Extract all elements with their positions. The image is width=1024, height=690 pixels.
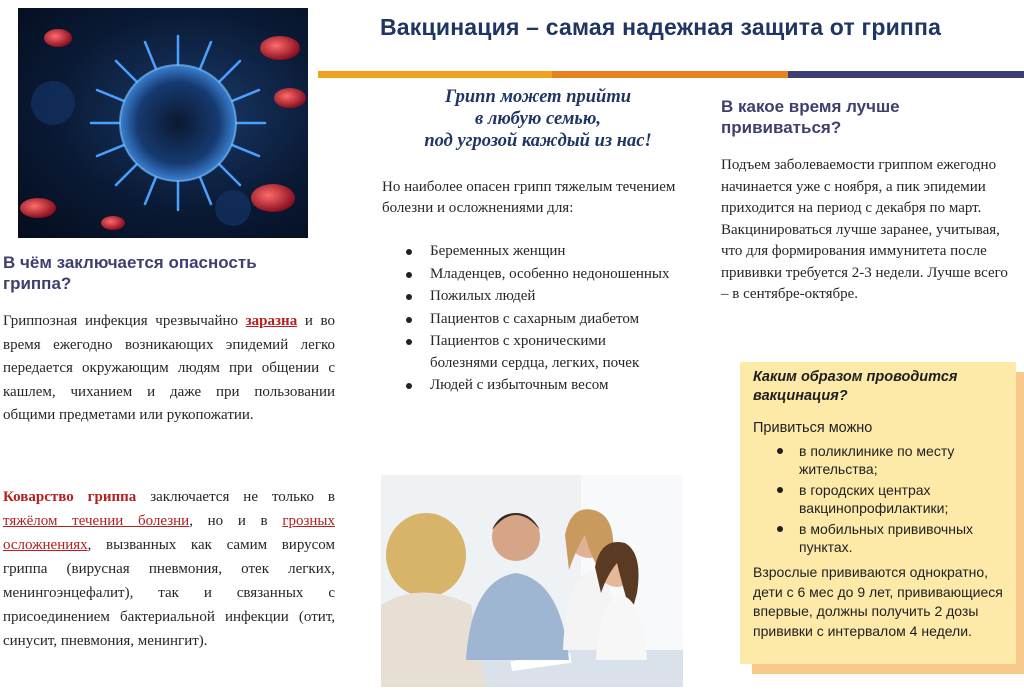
list-item: Пациентов с хроническими болезнями сердца, легких, почек	[404, 331, 674, 374]
highlight-complications: грозных осложнениях	[3, 513, 335, 553]
divider-segment-orange	[318, 71, 552, 78]
danger-paragraph-2	[3, 485, 335, 653]
virus-image	[18, 8, 308, 238]
highlight-severe-course: тяжёлом течении болезни	[3, 513, 190, 529]
timing-heading: В какое время лучше прививаться?	[721, 97, 900, 137]
title-divider-bar	[318, 71, 1024, 78]
risk-groups-list	[404, 241, 674, 398]
danger-paragraph-1	[3, 310, 335, 428]
note-paragraph: Взрослые прививаются однократно, дети с 6 мес до 9 лет, прививающиеся впервые, должны получить 2 дозы прививки с интервалом 4 недели.	[753, 564, 1003, 639]
list-item: Младенцев, особенно недоношенных	[404, 264, 674, 286]
heading-line: Грипп может прийти	[444, 87, 631, 107]
text-run: и во время ежегодно возникающих эпидемий легко передается окружающим людям при общении с кашлем, чиханием и даже при пользовании общими предметами или рукопожатии.	[3, 313, 335, 423]
timing-paragraph: Подъем заболеваемости гриппом ежегодно начинается уже с ноября, а пик эпидемии приходится на период с декабря по март. Вакцинироваться лучше заранее, учитывая, что для формирования иммунитета после прививки требуется 2-3 недели. Лучше всего – в сентябре-октябре.	[721, 157, 1008, 302]
text-run: , вызванных как самим вирусом гриппа (вирусная пневмония, отек легких, менингоэнцефалит), так и связанных с присоединением бактериальной инфекции (отит, синусит, пневмония, менингит).	[3, 537, 335, 649]
highlight-insidiousness: Коварство гриппа	[3, 489, 137, 505]
risk-groups-intro: Но наиболее опасен грипп тяжелым течением болезни и осложнениями для:	[382, 179, 676, 216]
highlight-contagious: заразна	[245, 313, 298, 329]
list-item: Пациентов с сахарным диабетом	[404, 309, 674, 331]
text-run: заключается не только в	[136, 489, 335, 505]
divider-segment-navy	[788, 71, 1024, 78]
vaccination-places-list	[775, 442, 1015, 559]
list-item: в мобильных прививочных пунктах.	[775, 520, 1015, 556]
page-title: Вакцинация – самая надежная защита от гриппа	[380, 14, 942, 40]
list-item: в поликлинике по месту жительства;	[775, 442, 1015, 478]
danger-heading: В чём заключается опасность гриппа?	[3, 253, 257, 293]
divider-segment-dark-orange	[552, 71, 788, 78]
heading-line: под угрозой каждый из нас!	[424, 131, 652, 151]
heading-line: в любую семью,	[475, 109, 601, 129]
list-item: Пожилых людей	[404, 286, 674, 308]
family-photo	[381, 475, 683, 687]
text-run: , но и в	[189, 513, 283, 529]
family-warning-heading	[378, 86, 698, 152]
list-item: Беременных женщин	[404, 241, 674, 263]
list-item: в городских центрах вакцинопрофилактики;	[775, 481, 1015, 517]
note-heading: Каким образом проводится вакцинация?	[753, 369, 958, 404]
note-intro: Привиться можно	[753, 420, 873, 436]
list-item: Людей с избыточным весом	[404, 375, 674, 397]
text-run: Гриппозная инфекция чрезвычайно	[3, 313, 246, 329]
